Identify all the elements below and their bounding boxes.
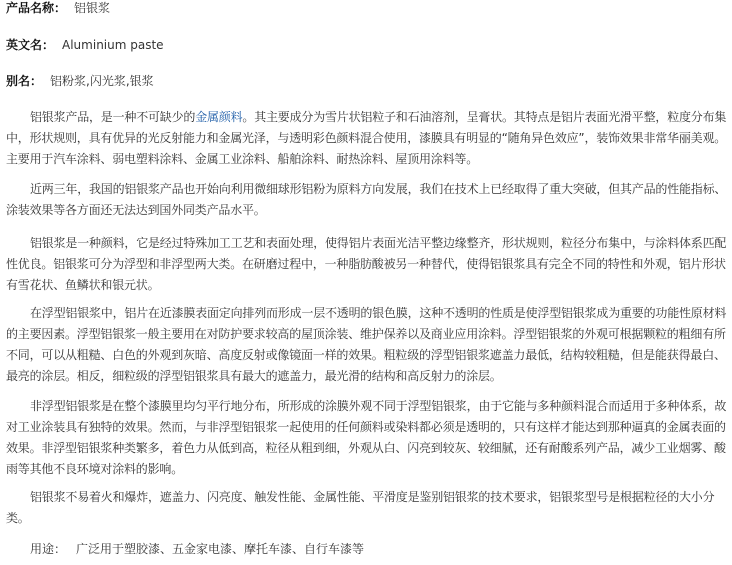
alias-label: 别名： [6,74,43,88]
paragraph-intro [6,107,728,170]
paragraph-definition: 铝银浆是一种颜料，它是经过特殊加工工艺和表面处理，使得铝片表面光洁平整边缘整齐，形状规则，粒径分布集中，与涂料体系匹配性优良。铝银浆可分为浮型和非浮型两大类。在研磨过程中，一种脂肪酸被另一种替代，使得铝银浆具有完全不同的特性和外观，铝片形状有雪花状、鱼鳞状和银元状。 [6,236,727,292]
paragraph-non-leafing: 非浮型铝银浆是在整个漆膜里均匀平行地分布，所形成的涂膜外观不同于浮型铝银浆，由于它能与多种颜料混合而适用于多种体系，故对工业涂装具有独特的效果。然而，与非浮型铝银浆一起使用的任何颜料或染料都必须是透明的，只有这样才能达到那种逼真的金属表面的效果。非浮型铝银浆种类繁多，着色力从低到高，粒径从粗到细，外观从白、闪亮到较灰、较细腻，还有耐酸系列产品，减少工业烟雾、酸雨等其他不良环境对涂料的影响。 [6,399,727,476]
alias-value: 铝粉浆,闪光浆,银浆 [50,74,154,88]
paragraph-intro-text-b: 。其主要成分为雪片状铝粒子和石油溶剂，呈膏状。其特点是铝片表面光滑平整，粒度分布集中，形状规则，具有优异的光反射能力和金属光泽，与透明彩色颜料混合使用，漆膜具有明显的“随角异色效应”，装饰效果非常华丽美观。主要用于汽车涂料、弱电塑料涂料、金属工业涂料、船舶涂料、耐热涂料、屋顶用涂料等。 [6,110,727,166]
english-name-label: 英文名： [6,38,55,52]
usage-label: 用途： [30,542,67,556]
usage-value: 广泛用于塑胶漆、五金家电漆、摩托车漆、自行车漆等 [76,542,365,556]
product-name-row [6,0,110,16]
english-name-value: Aluminium paste [62,38,164,52]
metal-pigment-link[interactable]: 金属颜料 [195,110,243,124]
paragraph-safety: 铝银浆不易着火和爆炸，遮盖力、闪亮度、触发性能、金属性能、平滑度是鉴别铝银浆的技术要求，铝银浆型号是根据粒径的大小分类。 [6,490,715,525]
usage-row [30,540,364,558]
alias-row [6,73,154,89]
paragraph-development: 近两三年，我国的铝银浆产品也开始向利用微细球形铝粉为原料方向发展，我们在技术上已经取得了重大突破，但其产品的性能指标、涂装效果等各方面还无法达到国外同类产品水平。 [6,182,727,217]
product-name-label: 产品名称： [6,1,67,15]
paragraph-intro-text-a: 铝银浆产品，是一种不可缺少的 [30,110,196,124]
paragraph-leafing: 在浮型铝银浆中，铝片在近漆膜表面定向排列而形成一层不透明的银色膜，这种不透明的性质是使浮型铝银浆成为重要的功能性原材料的主要因素。浮型铝银浆一般主要用在对防护要求较高的屋顶涂装、维护保养以及商业应用涂料。浮型铝银浆的外观可根据颗粒的粗细有所不同，可以从粗糙、白色的外观到灰暗、高度反射或像镜面一样的效果。粗粒级的浮型铝银浆遮盖力最低，结构较粗糙，但是能获得最白、最亮的涂层。相反，细粒级的浮型铝银浆具有最大的遮盖力，最光滑的结构和高反射力的涂层。 [6,306,727,383]
english-name-row [6,37,164,53]
product-name-value: 铝银浆 [74,1,111,15]
